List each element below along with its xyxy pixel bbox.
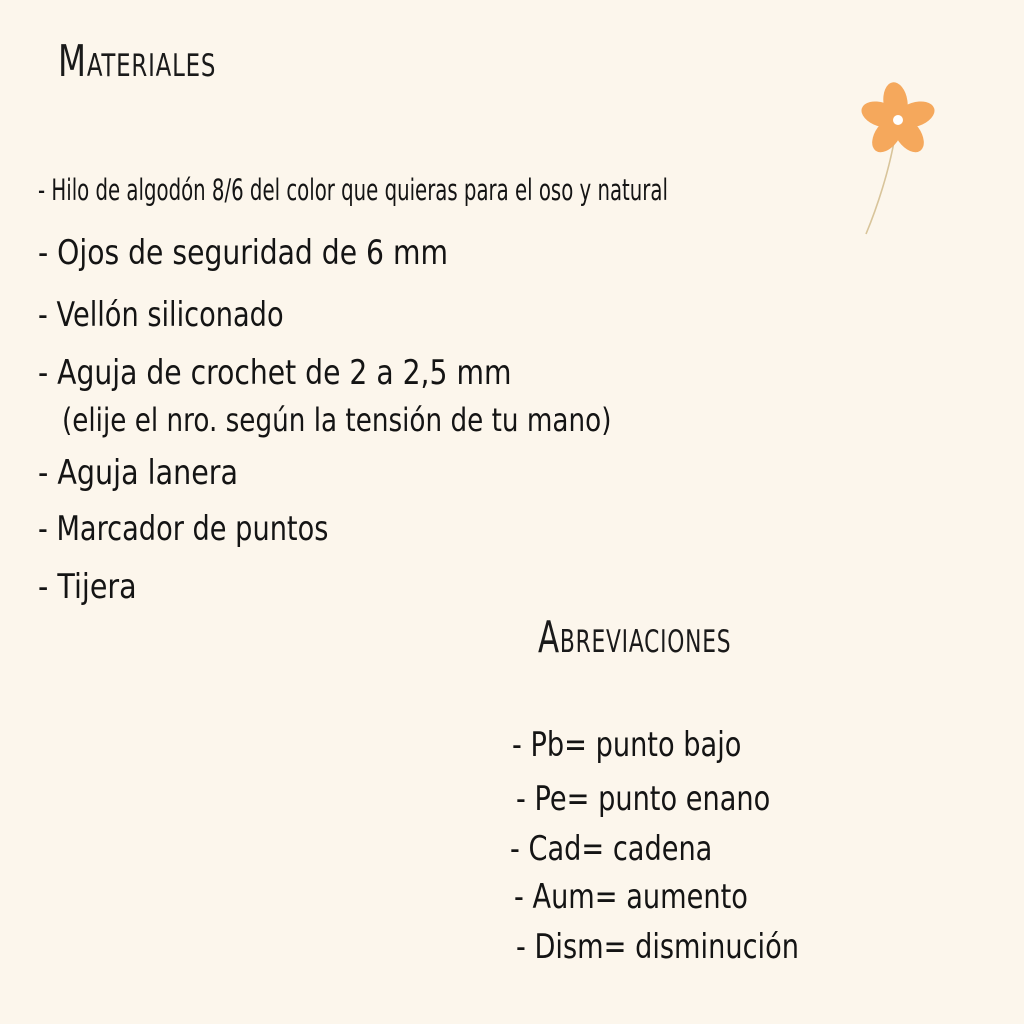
materials-item: - Hilo de algodón 8/6 del color que quieras para el oso y natural bbox=[38, 173, 668, 207]
materials-item: - Vellón siliconado bbox=[38, 295, 284, 335]
abbreviations-heading: Abreviaciones bbox=[538, 612, 732, 663]
materials-item: - Ojos de seguridad de 6 mm bbox=[38, 233, 448, 273]
materials-item: - Aguja lanera bbox=[38, 453, 239, 493]
abbreviation-item: - Pe= punto enano bbox=[516, 779, 771, 819]
materials-item: - Tijera bbox=[38, 567, 137, 607]
materials-item: - Marcador de puntos bbox=[38, 509, 329, 549]
materials-heading: Materiales bbox=[58, 36, 217, 87]
abbreviation-item: - Dism= disminución bbox=[516, 927, 799, 967]
materials-item: - Aguja de crochet de 2 a 2,5 mm bbox=[38, 353, 512, 393]
abbreviation-item: - Aum= aumento bbox=[514, 877, 748, 917]
flower-center bbox=[893, 115, 903, 125]
flower-icon bbox=[848, 80, 948, 240]
materials-item-note: (elije el nro. según la tensión de tu mano) bbox=[62, 401, 612, 439]
abbreviation-item: - Cad= cadena bbox=[510, 829, 713, 869]
abbreviation-item: - Pb= punto bajo bbox=[512, 725, 742, 765]
